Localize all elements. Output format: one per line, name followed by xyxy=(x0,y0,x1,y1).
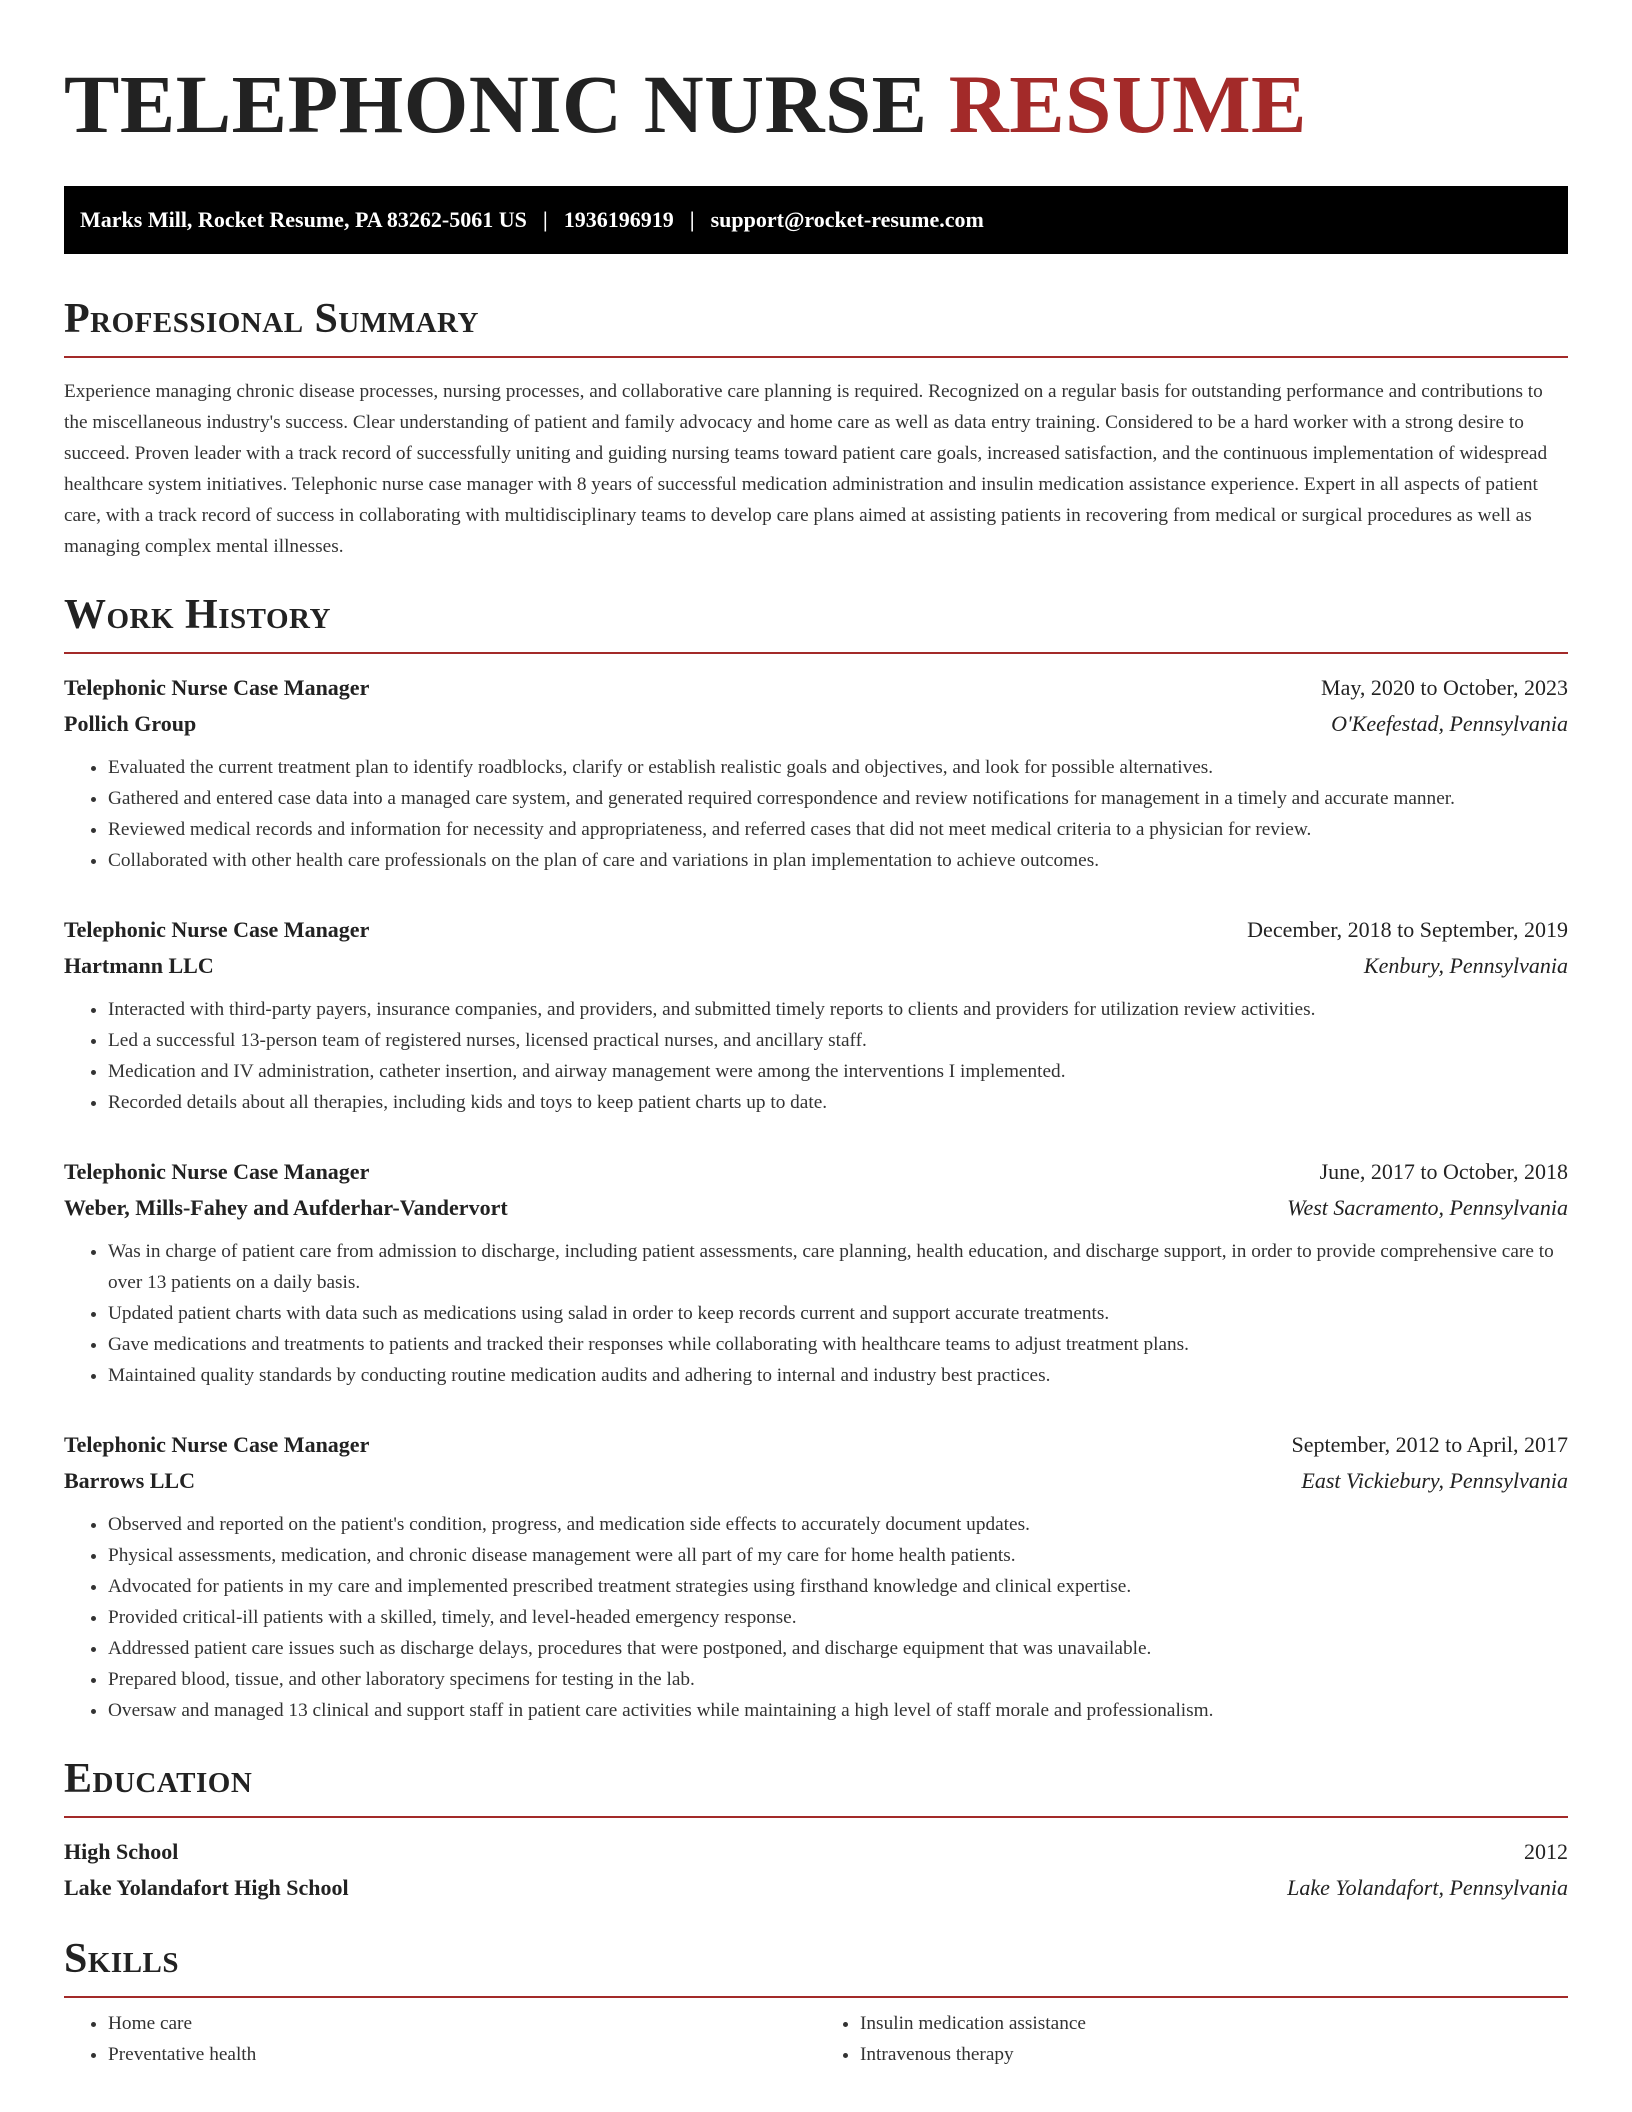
job-bullet: • Provided critical-ill patients with a skilled, timely, and level-headed emergency response. xyxy=(108,1602,1568,1633)
education-school: Lake Yolandafort High School xyxy=(64,1875,349,1900)
skill-item: • Home care xyxy=(108,2008,816,2039)
contact-address: Marks Mill, Rocket Resume, PA 83262-5061 US xyxy=(80,207,527,232)
job-bullet: • Physical assessments, medication, and chronic disease management were all part of my care for home health patients. xyxy=(108,1540,1568,1571)
job-title: Telephonic Nurse Case Manager xyxy=(64,1159,370,1184)
job-bullet: • Collaborated with other health care professionals on the plan of care and variations in plan implementation to achieve outcomes. xyxy=(108,845,1568,876)
skill-item: • Insulin medication assistance xyxy=(860,2008,1568,2039)
job-bullet: • Addressed patient care issues such as discharge delays, procedures that were postponed, and discharge equipment that was unavailable. xyxy=(108,1633,1568,1664)
job-bullet: • Gathered and entered case data into a managed care system, and generated required correspondence and review notifications for management in a timely and accurate manner. xyxy=(108,783,1568,814)
contact-phone[interactable]: 1936196919 xyxy=(563,207,674,232)
job-location: East Vickiebury, Pennsylvania xyxy=(1301,1468,1568,1493)
job-bullet: • Advocated for patients in my care and implemented prescribed treatment strategies using firsthand knowledge and clinical expertise. xyxy=(108,1571,1568,1602)
education-section xyxy=(64,1756,1568,1906)
skills-column-right xyxy=(816,2008,1568,2070)
job-location: O'Keefestad, Pennsylvania xyxy=(1331,711,1568,736)
job-bullet: • Interacted with third-party payers, insurance companies, and providers, and submitted timely reports to clients and providers for utilization review activities. xyxy=(108,994,1568,1025)
skills-heading: Skills xyxy=(64,1936,1568,1998)
job-bullet: • Reviewed medical records and information for necessity and appropriateness, and referred cases that did not meet medical criteria to a physician for review. xyxy=(108,814,1568,845)
job-bullet: • Maintained quality standards by conducting routine medication audits and adhering to internal and industry best practices. xyxy=(108,1360,1568,1391)
job-bullet: • Observed and reported on the patient's condition, progress, and medication side effects to accurately document updates. xyxy=(108,1509,1568,1540)
summary-heading: Professional Summary xyxy=(64,296,1568,358)
job-dates: June, 2017 to October, 2018 xyxy=(1319,1159,1568,1184)
job-title: Telephonic Nurse Case Manager xyxy=(64,917,370,942)
title-main: TELEPHONIC NURSE xyxy=(64,58,928,150)
skill-item: • Intravenous therapy xyxy=(860,2039,1568,2070)
job-title: Telephonic Nurse Case Manager xyxy=(64,675,370,700)
job-bullet: • Recorded details about all therapies, including kids and toys to keep patient charts up to date. xyxy=(108,1087,1568,1118)
job-bullet: • Evaluated the current treatment plan to identify roadblocks, clarify or establish realistic goals and objectives, and look for possible alternatives. xyxy=(108,752,1568,783)
skill-item: • Preventative health xyxy=(108,2039,816,2070)
job-bullet: • Updated patient charts with data such as medications using salad in order to keep records current and support accurate treatments. xyxy=(108,1298,1568,1329)
job-bullets xyxy=(64,752,1568,876)
job-location: West Sacramento, Pennsylvania xyxy=(1287,1195,1568,1220)
job-company: Barrows LLC xyxy=(64,1468,195,1493)
job-company: Pollich Group xyxy=(64,711,197,736)
resume-title xyxy=(64,56,1568,152)
job-location: Kenbury, Pennsylvania xyxy=(1363,953,1568,978)
contact-bar xyxy=(64,186,1568,254)
job-bullets xyxy=(64,1509,1568,1726)
education-entry xyxy=(64,1834,1568,1906)
job-company: Weber, Mills-Fahey and Aufderhar-Vandervort xyxy=(64,1195,508,1220)
job-title: Telephonic Nurse Case Manager xyxy=(64,1432,370,1457)
education-year: 2012 xyxy=(1524,1839,1568,1864)
job-bullets xyxy=(64,1236,1568,1391)
job-company: Hartmann LLC xyxy=(64,953,214,978)
job-bullet: • Was in charge of patient care from admission to discharge, including patient assessments, care planning, health education, and discharge support, in order to provide comprehensive care to over 13 patients on a daily basis. xyxy=(108,1236,1568,1298)
job-bullets xyxy=(64,994,1568,1118)
contact-separator: | xyxy=(542,207,548,232)
job-entry xyxy=(64,912,1568,1118)
job-bullet: • Medication and IV administration, catheter insertion, and airway management were among the interventions I implemented. xyxy=(108,1056,1568,1087)
work-history-section xyxy=(64,592,1568,1726)
job-dates: May, 2020 to October, 2023 xyxy=(1321,675,1568,700)
job-bullet: • Oversaw and managed 13 clinical and support staff in patient care activities while maintaining a high level of staff morale and professionalism. xyxy=(108,1695,1568,1726)
job-entry xyxy=(64,670,1568,876)
contact-separator: | xyxy=(689,207,695,232)
education-degree: High School xyxy=(64,1839,179,1864)
education-location: Lake Yolandafort, Pennsylvania xyxy=(1287,1875,1568,1900)
skills-grid xyxy=(64,2008,1568,2070)
job-entry xyxy=(64,1427,1568,1726)
contact-email[interactable]: support@rocket-resume.com xyxy=(710,207,984,232)
summary-text: Experience managing chronic disease processes, nursing processes, and collaborative care planning is required. Recognized on a regular basis for outstanding performance and contributions to the miscellaneous industry's success. Clear understanding of patient and family advocacy and home care as well as data entry training. Considered to be a hard worker with a strong desire to succeed. Proven leader with a track record of successfully uniting and guiding nursing teams toward patient care goals, increased satisfaction, and the continuous implementation of widespread healthcare system initiatives. Telephonic nurse case manager with 8 years of successful medication administration and insulin medication assistance experience. Expert in all aspects of patient care, with a track record of success in collaborating with multidisciplinary teams to develop care plans aimed at assisting patients in recovering from medical or surgical procedures as well as managing complex mental illnesses. xyxy=(64,381,1548,557)
skills-section xyxy=(64,1936,1568,2070)
job-entry xyxy=(64,1154,1568,1391)
job-bullet: • Gave medications and treatments to patients and tracked their responses while collaborating with healthcare teams to adjust treatment plans. xyxy=(108,1329,1568,1360)
education-heading: Education xyxy=(64,1756,1568,1818)
work-history-heading: Work History xyxy=(64,592,1568,654)
title-accent: RESUME xyxy=(948,58,1307,150)
job-dates: December, 2018 to September, 2019 xyxy=(1247,917,1568,942)
summary-section xyxy=(64,296,1568,562)
job-bullet: • Prepared blood, tissue, and other laboratory specimens for testing in the lab. xyxy=(108,1664,1568,1695)
job-bullet: • Led a successful 13-person team of registered nurses, licensed practical nurses, and ancillary staff. xyxy=(108,1025,1568,1056)
skills-column-left xyxy=(64,2008,816,2070)
job-dates: September, 2012 to April, 2017 xyxy=(1291,1432,1568,1457)
